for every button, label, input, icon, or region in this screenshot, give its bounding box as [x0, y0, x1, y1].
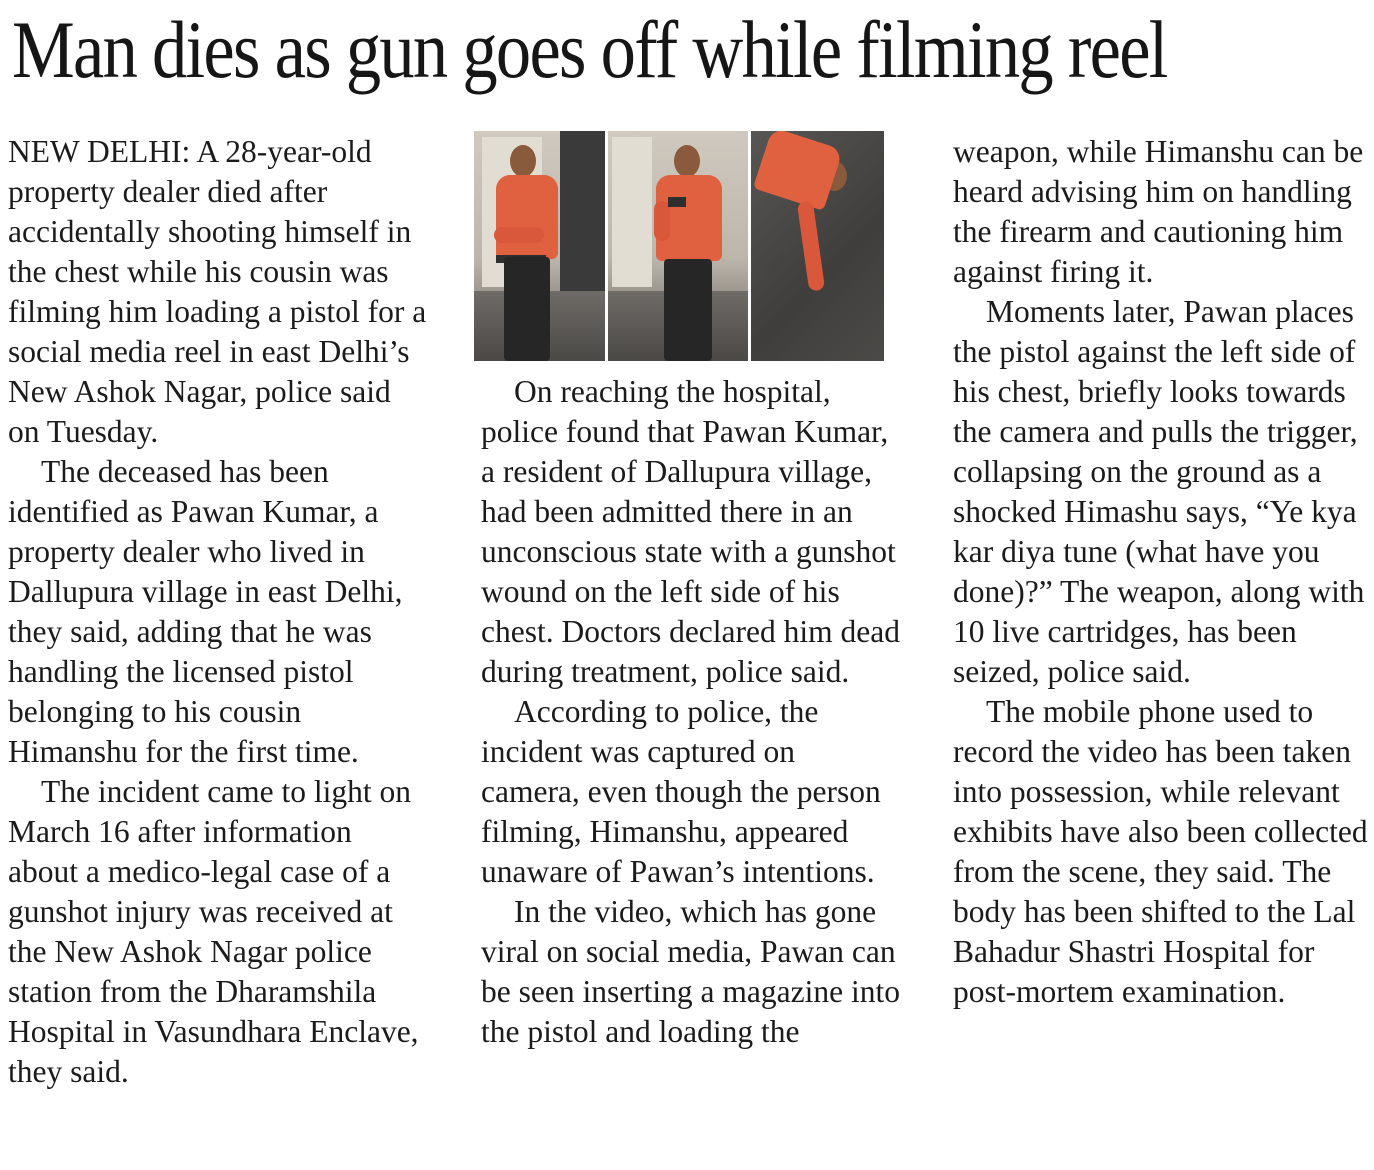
paragraph: On reaching the hospital, police found that Pawan Kumar, a resident of Dallupura village, had been admitted there in an unconscious state with a gunshot wound on the left side of his chest. Doctors declared him dead during treatment, police said.: [481, 374, 900, 689]
paragraph: The mobile phone used to record the video has been taken into possession, while relevant exhibits have also been collected from the scene, they said. The body has been shifted to the Lal Bahadur Shastri Hospital for post-mortem examination.: [953, 694, 1368, 1009]
photo-frame-collapsed: [751, 131, 884, 361]
article-column-1: [8, 132, 428, 1092]
paragraph: The incident came to light on March 16 after information about a medico-legal case of a gunshot injury was received at the New Ashok Nagar police station from the Dharamshila Hospital in Vasundhara Enclave, they said.: [8, 774, 419, 1089]
article-column-2: [481, 372, 901, 1052]
paragraph: In the video, which has gone viral on social media, Pawan can be seen inserting a magazine into the pistol and loading the: [481, 894, 900, 1049]
photo-frame-loading-pistol: [474, 131, 605, 361]
paragraph: NEW DELHI: A 28-year-old property dealer died after accidentally shooting himself in the chest while his cousin was filming him loading a pistol for a social media reel in east Delhi’s New Ashok Nagar, police said on Tuesday.: [8, 134, 427, 449]
photo-frame-holding-pistol: [608, 131, 748, 361]
paragraph: According to police, the incident was captured on camera, even though the person filming, Himanshu, appeared unaware of Pawan’s intentions.: [481, 694, 881, 889]
article-column-3: [953, 132, 1373, 1012]
paragraph: Moments later, Pawan places the pistol against the left side of his chest, briefly looks towards the camera and pulls the trigger, collapsing on the ground as a shocked Himashu says, “Ye kya kar diya tune (what have you done)?” The weapon, along with 10 live cartridges, has been seized, police said.: [953, 294, 1365, 689]
paragraph: The deceased has been identified as Pawan Kumar, a property dealer who lived in Dallupura village in east Delhi, they said, adding that he was handling the licensed pistol belonging to his cousin Himanshu for the first time.: [8, 454, 403, 769]
video-stills-photo: [474, 131, 884, 361]
headline: Man dies as gun goes off while filming reel: [12, 4, 1167, 95]
paragraph: weapon, while Himanshu can be heard advising him on handling the firearm and cautioning him against firing it.: [953, 134, 1364, 289]
